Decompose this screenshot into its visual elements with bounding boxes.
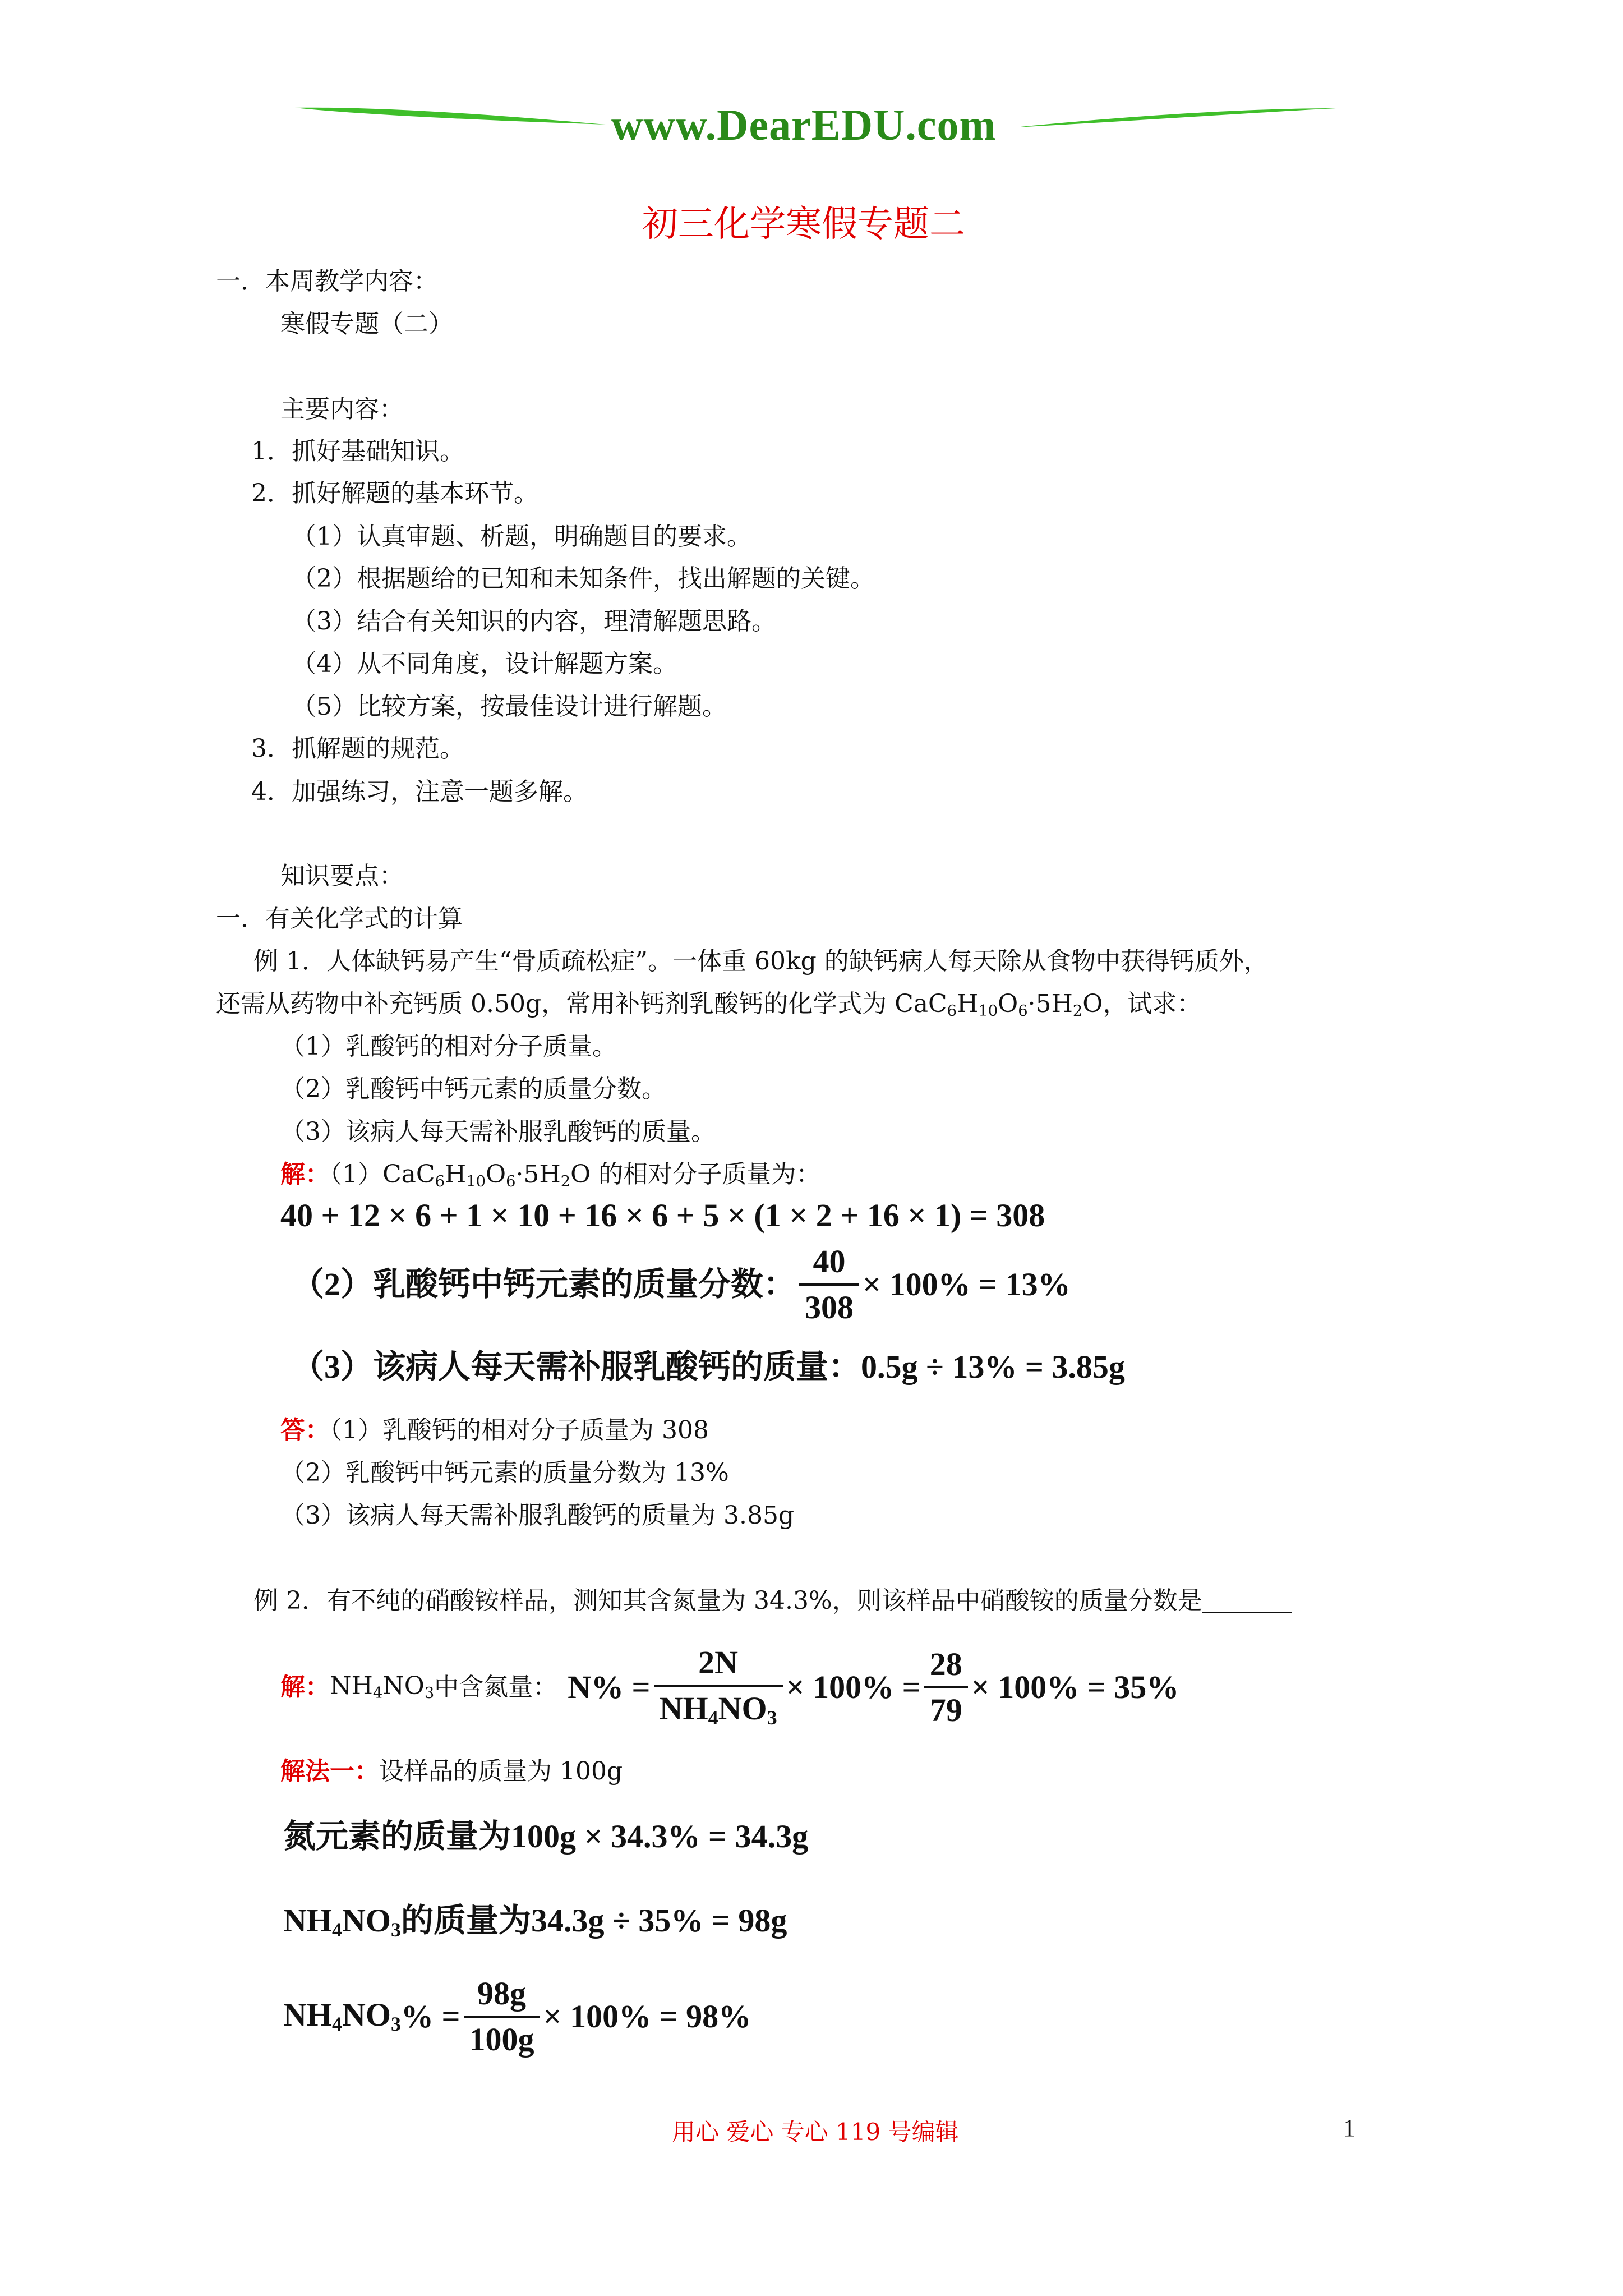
method1-label: 解法一： — [280, 1757, 379, 1786]
list-item: （5）比较方案，按最佳设计进行解题。 — [292, 692, 727, 721]
footer-text: 用心 爱心 专心 119 号编辑 — [672, 2118, 959, 2146]
fraction-denominator: 100g — [464, 2016, 540, 2056]
fraction-numerator: 98g — [477, 1975, 527, 2012]
list-item: 4．加强练习，注意一题多解。 — [251, 777, 588, 806]
list-item: 2．抓好解题的基本环节。 — [251, 479, 538, 508]
nh4no3-formula: $NH_4NO_3$ — [330, 1671, 435, 1702]
example2-question — [253, 1586, 1292, 1615]
list-item: （4）从不同角度，设计解题方案。 — [292, 650, 677, 678]
method1-text: 设样品的质量为 100g — [379, 1757, 623, 1786]
purity-fraction — [464, 1977, 540, 2056]
nh4no3-mass-line: $NH_4NO_3$的质量为34.3g ÷ 35% = 98g — [283, 1902, 787, 1941]
example1-question: （1）乳酸钙的相对分子质量。 — [280, 1032, 617, 1061]
example1-solution-line: 解：$(1)CaC_6H_{10}O_6\cdot 5H_2O$ 的相对分子质量为： — [280, 1160, 821, 1190]
list-item: （2）根据题给的已知和未知条件，找出解题的关键。 — [292, 564, 875, 593]
result-text: × 100% = 35% — [971, 1668, 1179, 1705]
fraction-denominator: $NH_4NO_3$ — [654, 1685, 783, 1728]
list-item: 3．抓解题的规范。 — [251, 734, 464, 763]
example1-question: （3）该病人每天需补服乳酸钙的质量。 — [280, 1117, 716, 1146]
section-topic: 寒假专题（二） — [280, 310, 453, 338]
example2-solution-line — [280, 1646, 1179, 1728]
nitrogen-content-text: 中含氮量： — [434, 1672, 558, 1701]
answer-blank — [1202, 1590, 1292, 1613]
list-item: （3）结合有关知识的内容，理清解题思路。 — [292, 607, 776, 636]
fraction-numerator: 28 — [929, 1645, 962, 1682]
example1-part3: （3）该病人每天需补服乳酸钙的质量：0.5g ÷ 13% = 3.85g — [292, 1349, 1125, 1385]
main-content-label: 主要内容： — [280, 395, 404, 424]
answer-text: （1）乳酸钙的相对分子质量为 308 — [330, 1416, 709, 1444]
page-title: 初三化学寒假专题二 — [642, 204, 965, 245]
molar-mass-calculation: 40 + 12 × 6 + 1 × 10 + 16 × 6 + 5 × (1 × 2 + 16 × 1) = 308 — [280, 1197, 1045, 1234]
answer-label: 答： — [280, 1416, 330, 1444]
purity-result: × 100% = 98% — [543, 1998, 751, 2035]
multiply-text: × 100% = — [786, 1668, 921, 1705]
part2-fraction — [799, 1245, 859, 1324]
fraction-denominator: 308 — [799, 1283, 859, 1324]
example1-answer: （2）乳酸钙中钙元素的质量分数为 13% — [280, 1458, 729, 1487]
solution-label: 解： — [280, 1160, 330, 1189]
example1-line2-tail: ，试求： — [1103, 990, 1202, 1018]
mass-ratio-fraction — [924, 1645, 968, 1728]
example1-part2 — [292, 1245, 1071, 1324]
example1-answer: （3）该病人每天需补服乳酸钙的质量为 3.85g — [280, 1501, 795, 1530]
purity-equals: % = — [400, 1998, 460, 2035]
site-logo: www.DearEDU.com — [611, 100, 997, 149]
part2-text: （2）乳酸钙中钙元素的质量分数： — [292, 1266, 796, 1303]
part2-tail: × 100% = 13% — [863, 1266, 1071, 1303]
knowledge-label: 知识要点： — [280, 862, 404, 890]
n-percent-label: N% = — [568, 1668, 651, 1705]
knowledge-heading: 一．有关化学式的计算 — [216, 904, 463, 933]
example1-line2-text: 还需从药物中补充钙质 0.50g，常用补钙剂乳酸钙的化学式为 CaC — [216, 990, 947, 1018]
example1-answer-line — [280, 1418, 709, 1443]
solution-label: 解： — [280, 1672, 330, 1701]
solution-formula-text: （1）CaC — [330, 1160, 435, 1189]
nitrogen-mass-line: 氮元素的质量为100g × 34.3% = 34.3g — [283, 1818, 809, 1855]
page-number: 1 — [1343, 2114, 1355, 2142]
solution-formula-tail: 的相对分子质量为： — [591, 1160, 821, 1189]
method1-line — [280, 1759, 623, 1784]
example2-question-text: 例 2．有不纯的硝酸铵样品，测知其含氮量为 34.3%，则该样品中硝酸铵的质量分数是 — [253, 1586, 1202, 1615]
nh4no3-mass-text: 的质量为34.3g ÷ 35% = 98g — [400, 1902, 787, 1939]
example1-line1: 例 1．人体缺钙易产生“骨质疏松症”。一体重 60kg 的缺钙病人每天除从食物中获得钙质外， — [253, 947, 1269, 976]
list-item: 1．抓好基础知识。 — [251, 437, 464, 466]
example1-line2: 还需从药物中补充钙质 0.50g，常用补钙剂乳酸钙的化学式为 $CaC_6H_{10}O_6\cdot 5H_2O$，试求： — [216, 990, 1202, 1020]
header-swoosh-left — [294, 101, 608, 135]
fraction-denominator: 79 — [924, 1686, 968, 1727]
example1-question: （2）乳酸钙中钙元素的质量分数。 — [280, 1075, 666, 1103]
nitrogen-fraction — [654, 1646, 783, 1728]
fraction-numerator: 2N — [698, 1644, 739, 1681]
fraction-numerator: 40 — [813, 1243, 846, 1280]
list-item: （1）认真审题、析题，明确题目的要求。 — [292, 522, 751, 551]
purity-label: $NH_4NO_3$ — [283, 1996, 401, 2036]
section-heading: 一．本周教学内容： — [216, 267, 438, 296]
header-swoosh-right — [1015, 104, 1338, 137]
purity-line — [283, 1977, 751, 2056]
